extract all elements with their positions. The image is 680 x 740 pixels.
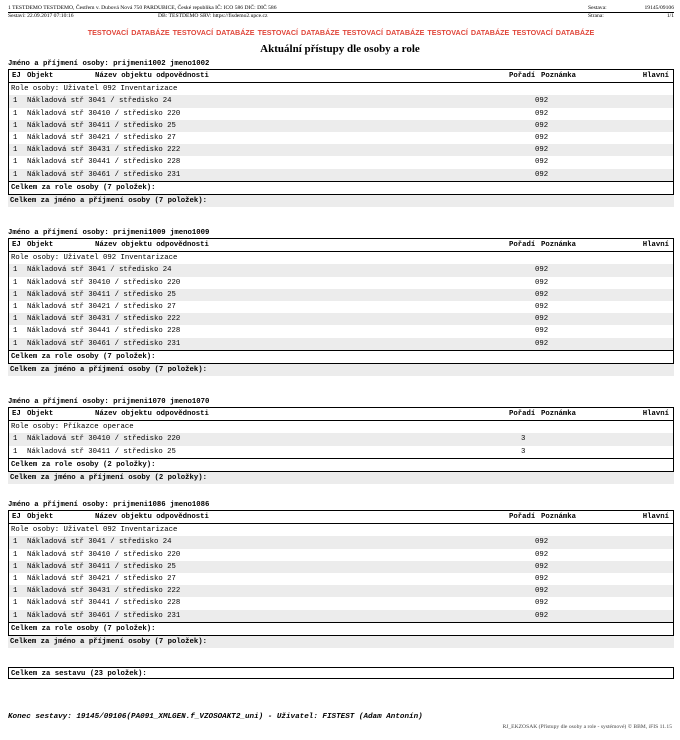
objekt-cell: Nákladová stř 30461 / středisko 231: [27, 611, 181, 620]
ej-cell: 1: [13, 97, 18, 106]
poznamka-cell: 092: [535, 587, 549, 596]
col-nazev-header: Název objektu odpovědnosti: [95, 410, 209, 418]
ej-cell: 1: [13, 574, 18, 583]
table-row: [9, 95, 673, 107]
built-timestamp: Sestaví: 22.09.2017 07:10:16: [8, 13, 74, 19]
role-total-label: Celkem za role osoby (7 položek):: [11, 352, 156, 361]
poznamka-cell: 092: [535, 562, 549, 571]
objekt-cell: Nákladová stř 3041 / středisko 24: [27, 538, 172, 547]
poznamka-cell: 092: [535, 97, 549, 106]
objekt-cell: Nákladová stř 30421 / středisko 27: [27, 133, 176, 142]
objekt-cell: Nákladová stř 30461 / středisko 231: [27, 170, 181, 179]
table-row: [9, 610, 673, 622]
ej-cell: 1: [13, 133, 18, 142]
objekt-cell: Nákladová stř 30410 / středisko 220: [27, 109, 181, 118]
role-row: [9, 252, 673, 264]
ej-cell: 1: [13, 266, 18, 275]
table-row: [9, 433, 673, 445]
table-header-row: [9, 70, 673, 83]
role-total-label: Celkem za role osoby (2 položky):: [11, 460, 156, 469]
col-hlavni-header: Hlavní: [642, 513, 669, 521]
poznamka-cell: 092: [535, 133, 549, 142]
col-nazev-header: Název objektu odpovědnosti: [95, 72, 209, 80]
col-objekt-header: Objekt: [27, 513, 54, 521]
person-total-row: Celkem za jméno a příjmení osoby (2 položky):: [8, 472, 674, 484]
col-poznamka-header: Poznámka: [541, 513, 577, 521]
ej-cell: 1: [13, 121, 18, 130]
role-total-label: Celkem za role osoby (7 položek):: [11, 183, 156, 192]
table-header-row: [9, 511, 673, 524]
table-row: [9, 108, 673, 120]
person-section: [8, 228, 674, 376]
poznamka-cell: 092: [535, 266, 549, 275]
objekt-cell: Nákladová stř 3041 / středisko 24: [27, 97, 172, 106]
role-total-label: Celkem za role osoby (7 položek):: [11, 624, 156, 633]
poznamka-cell: 092: [535, 611, 549, 620]
objekt-cell: Nákladová stř 30461 / středisko 231: [27, 339, 181, 348]
poznamka-cell: 092: [535, 121, 549, 130]
sestava-label: Sestava:: [588, 5, 607, 11]
test-database-banner: TESTOVACÍ DATABÁZE TESTOVACÍ DATABÁZE TESTOVACÍ DATABÁZE TESTOVACÍ DATABÁZE TESTOVACÍ DATABÁZE TESTOVACÍ DATABÁZE: [87, 28, 595, 37]
objekt-cell: Nákladová stř 30441 / středisko 228: [27, 327, 181, 336]
col-objekt-header: Objekt: [27, 241, 54, 249]
ej-cell: 1: [13, 290, 18, 299]
company-line: 1 TESTDEMO TESTDEMO, Čestřem v. Dubová Nová 750 PARDUBICE, České republika IČ: ICO 586 DIČ: DIČ 586: [8, 5, 277, 11]
ej-cell: 1: [13, 538, 18, 547]
db-info: DB: TESTDEMO SRV: https://fisdemo2.upce.cz: [158, 13, 268, 19]
poznamka-cell: 092: [535, 146, 549, 155]
report-title: Aktuální přístupy dle osoby a role: [260, 43, 420, 55]
poznamka-cell: 092: [535, 109, 549, 118]
objekt-cell: Nákladová stř 30411 / středisko 25: [27, 121, 176, 130]
role-total-row: [9, 181, 673, 194]
table-header-row: [9, 408, 673, 421]
role-row: [9, 524, 673, 536]
table-row: [9, 120, 673, 132]
col-poradi-header: Pořadí: [509, 513, 536, 521]
person-heading: Jméno a příjmení osoby: prijmeni1002 jmeno1002: [8, 60, 210, 68]
person-section: [8, 500, 674, 648]
ej-cell: 1: [13, 315, 18, 324]
poradi-cell: 3: [521, 447, 526, 456]
col-nazev-header: Název objektu odpovědnosti: [95, 241, 209, 249]
ej-cell: 1: [13, 447, 18, 456]
poznamka-cell: 092: [535, 339, 549, 348]
col-nazev-header: Název objektu odpovědnosti: [95, 513, 209, 521]
table-row: [9, 313, 673, 325]
objekt-cell: Nákladová stř 30410 / středisko 220: [27, 278, 181, 287]
ej-cell: 1: [13, 562, 18, 571]
strana-value: 1/1: [666, 13, 674, 19]
poznamka-cell: 092: [535, 170, 549, 179]
col-poradi-header: Pořadí: [509, 241, 536, 249]
table-row: [9, 585, 673, 597]
person-heading: Jméno a příjmení osoby: prijmeni1086 jmeno1086: [8, 501, 210, 509]
col-poradi-header: Pořadí: [509, 410, 536, 418]
col-poznamka-header: Poznámka: [541, 410, 577, 418]
grand-total: Celkem za sestavu (23 položek):: [8, 667, 674, 679]
col-hlavni-header: Hlavní: [642, 410, 669, 418]
strana-label: Strana:: [588, 13, 604, 19]
table-row: [9, 289, 673, 301]
report-footer: RJ_EKZOSAK (Přístupy dle osoby a role - systémové) © BBM, iFIS 11.15: [502, 724, 672, 730]
sestava-value: 19145/09106: [644, 5, 674, 11]
person-heading: Jméno a příjmení osoby: prijmeni1009 jmeno1009: [8, 229, 210, 237]
ej-cell: 1: [13, 327, 18, 336]
person-heading: Jméno a příjmení osoby: prijmeni1070 jmeno1070: [8, 398, 210, 406]
col-poradi-header: Pořadí: [509, 72, 536, 80]
header-divider: [8, 12, 674, 13]
person-section: [8, 59, 674, 207]
table-row: [9, 325, 673, 337]
table-row: [9, 301, 673, 313]
table-row: [9, 446, 673, 458]
objekt-cell: Nákladová stř 30411 / středisko 25: [27, 562, 176, 571]
poznamka-cell: 092: [535, 550, 549, 559]
ej-cell: 1: [13, 435, 18, 444]
col-ej-header: EJ: [12, 241, 21, 249]
poznamka-cell: 092: [535, 290, 549, 299]
objekt-cell: Nákladová stř 30441 / středisko 228: [27, 599, 181, 608]
table-row: [9, 338, 673, 350]
access-table: [8, 238, 674, 364]
access-table: [8, 69, 674, 195]
poznamka-cell: 092: [535, 574, 549, 583]
role-label: Role osoby: Uživatel 092 Inventarizace: [11, 526, 178, 535]
objekt-cell: Nákladová stř 30411 / středisko 25: [27, 290, 176, 299]
col-objekt-header: Objekt: [27, 72, 54, 80]
table-row: [9, 536, 673, 548]
objekt-cell: Nákladová stř 30431 / středisko 222: [27, 146, 181, 155]
ej-cell: 1: [13, 587, 18, 596]
ej-cell: 1: [13, 339, 18, 348]
objekt-cell: Nákladová stř 30411 / středisko 25: [27, 447, 176, 456]
table-header-row: [9, 239, 673, 252]
person-section: [8, 397, 674, 484]
table-row: [9, 264, 673, 276]
poznamka-cell: 092: [535, 327, 549, 336]
objekt-cell: Nákladová stř 30421 / středisko 27: [27, 574, 176, 583]
role-row: [9, 421, 673, 433]
col-ej-header: EJ: [12, 513, 21, 521]
table-row: [9, 156, 673, 168]
table-row: [9, 169, 673, 181]
col-objekt-header: Objekt: [27, 410, 54, 418]
poznamka-cell: 092: [535, 278, 549, 287]
objekt-cell: Nákladová stř 30421 / středisko 27: [27, 302, 176, 311]
col-poznamka-header: Poznámka: [541, 72, 577, 80]
ej-cell: 1: [13, 278, 18, 287]
end-of-report-line: Konec sestavy: 19145/09106(PA091_XMLGEN.f_VZOSOAKT2_uni) - Uživatel: FISTEST (Adam Antonín): [8, 713, 423, 721]
access-table: [8, 510, 674, 636]
poznamka-cell: 092: [535, 599, 549, 608]
role-total-row: [9, 622, 673, 635]
role-row: [9, 83, 673, 95]
ej-cell: 1: [13, 158, 18, 167]
role-label: Role osoby: Příkazce operace: [11, 423, 134, 432]
person-total-row: Celkem za jméno a příjmení osoby (7 položek):: [8, 364, 674, 376]
col-poznamka-header: Poznámka: [541, 241, 577, 249]
objekt-cell: Nákladová stř 3041 / středisko 24: [27, 266, 172, 275]
ej-cell: 1: [13, 611, 18, 620]
table-row: [9, 549, 673, 561]
table-row: [9, 132, 673, 144]
poznamka-cell: 092: [535, 302, 549, 311]
person-total-row: Celkem za jméno a příjmení osoby (7 položek):: [8, 195, 674, 207]
col-ej-header: EJ: [12, 72, 21, 80]
col-ej-header: EJ: [12, 410, 21, 418]
role-label: Role osoby: Uživatel 092 Inventarizace: [11, 254, 178, 263]
role-total-row: [9, 458, 673, 471]
ej-cell: 1: [13, 550, 18, 559]
objekt-cell: Nákladová stř 30410 / středisko 220: [27, 550, 181, 559]
table-row: [9, 573, 673, 585]
objekt-cell: Nákladová stř 30431 / středisko 222: [27, 587, 181, 596]
ej-cell: 1: [13, 146, 18, 155]
objekt-cell: Nákladová stř 30410 / středisko 220: [27, 435, 181, 444]
role-total-row: [9, 350, 673, 363]
ej-cell: 1: [13, 302, 18, 311]
table-row: [9, 561, 673, 573]
role-label: Role osoby: Uživatel 092 Inventarizace: [11, 85, 178, 94]
poradi-cell: 3: [521, 435, 526, 444]
objekt-cell: Nákladová stř 30441 / středisko 228: [27, 158, 181, 167]
objekt-cell: Nákladová stř 30431 / středisko 222: [27, 315, 181, 324]
table-row: [9, 144, 673, 156]
col-hlavni-header: Hlavní: [642, 241, 669, 249]
col-hlavni-header: Hlavní: [642, 72, 669, 80]
person-total-row: Celkem za jméno a příjmení osoby (7 položek):: [8, 636, 674, 648]
table-row: [9, 277, 673, 289]
ej-cell: 1: [13, 170, 18, 179]
poznamka-cell: 092: [535, 158, 549, 167]
access-table: [8, 407, 674, 472]
poznamka-cell: 092: [535, 538, 549, 547]
ej-cell: 1: [13, 599, 18, 608]
table-row: [9, 597, 673, 609]
poznamka-cell: 092: [535, 315, 549, 324]
ej-cell: 1: [13, 109, 18, 118]
